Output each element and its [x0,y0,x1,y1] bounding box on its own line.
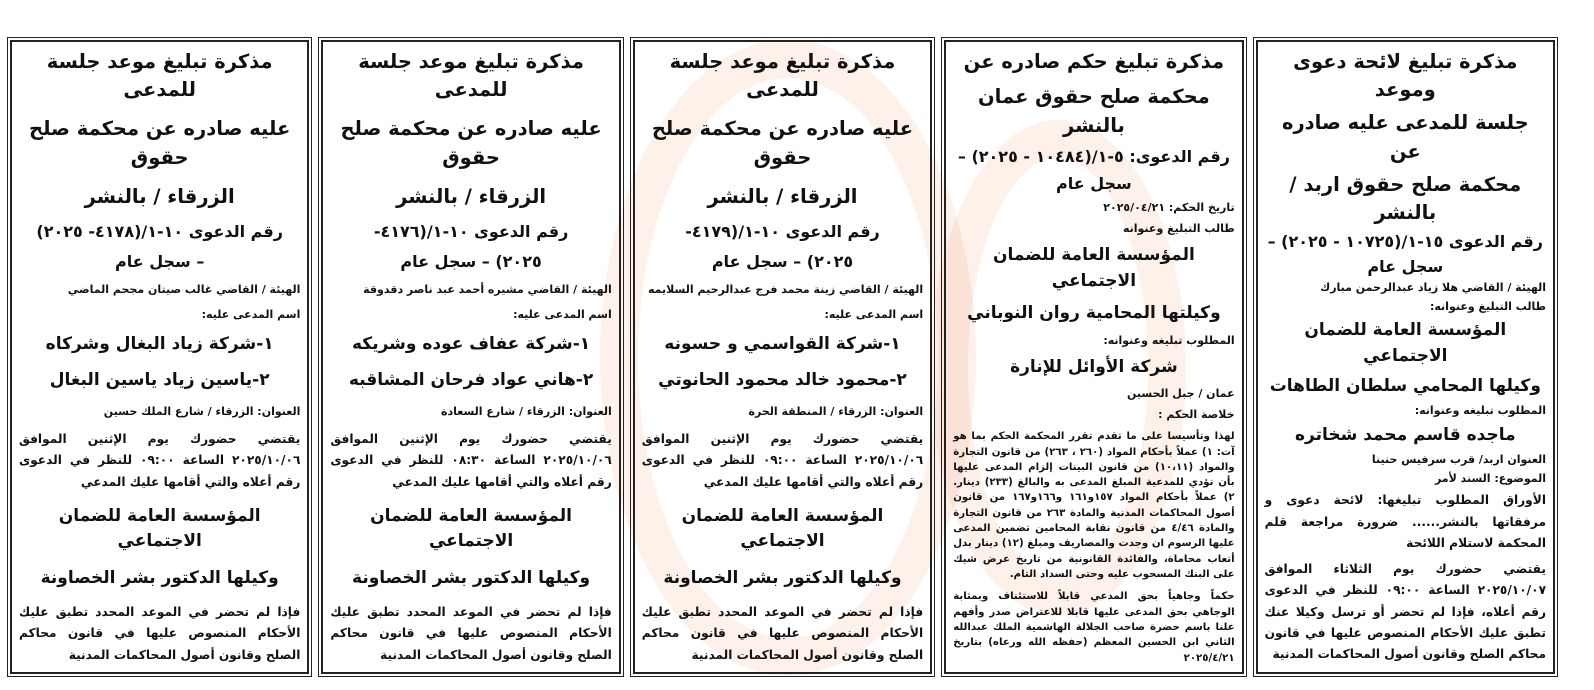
legal-notice [633,40,932,674]
party-name-line: ١-شركة عفاف عوده وشريكه [352,334,591,355]
notice-title-line: محكمة صلح حقوق عمان بالنشر [978,85,1210,137]
case-number-line: – سجل عام [114,252,205,272]
case-number-line: رقم الدعوى ١٠-١/(٤١٧٨- ٢٠٢٥) [36,221,283,241]
notice-detail-line: الهيئة / القاضي هلا زياد عبدالرحمن مبارك [1320,281,1546,295]
notice-body-text: فإذا لم تحضر في الموعد المحدد تطبق عليك الأحكام المنصوص عليها في قانون محاكم الصلح وقانون أصول المحاكمات المدنية [18,604,301,662]
notice-title-line: مذكرة تبليغ موعد جلسة للمدعى [46,50,273,102]
notice-title-line: مذكرة تبليغ حكم صادره عن [963,50,1225,73]
judgment-summary-text: لهذا وتأسيسا على ما تقدم تقرر المحكمة الحكم بما هو آت: ١) عملاً بأحكام المواد (٢٦٠ ، ٢٦٣) من قانون التجارة والمواد (١٠،١١) من قانون البينات إلزام المدعى عليها بأن تؤدي للمدعية المبلغ المدعى به والبالغ (٢٣٣) دينار. ٢) عملاً بأحكام المواد ١٥٧و١٦١ و١٦٦و١٦٧ من قانون أصول المحاكمات المدنية والمادة ٢٦٣ من قانون التجارة والمادة ٤/٤٦ من قانون نقابة المحامين تضمين المدعى عليها الرسوم ان وجدت والمصاريف ومبلغ (١٢) دينار بدل أتعاب محاماة، والفائدة القانونية من تاريخ عرض شيك على البنك المسحوب عليه وحتى السداد التام. [953,431,1235,580]
notice-detail-line: المطلوب تبليغه وعنوانه: [1414,404,1546,418]
case-number-line: ٢٠٢٥) – سجل عام [400,252,542,272]
notice-title-line: عليه صادره عن محكمة صلح حقوق [29,117,291,169]
legal-notice [10,40,309,674]
notice-title-line: مذكرة تبليغ موعد جلسة للمدعى [358,50,584,102]
case-number-line: رقم الدعوى: ٥-١/(١٠٤٨٤ - ٢٠٢٥) – [957,147,1230,167]
party-name-line: المؤسسة العامة للضمان الاجتماعي [1304,320,1507,366]
notice-title-line: الزرقاء / بالنشر [707,184,858,208]
party-name-line: ١-شركة زياد البغال وشركاه [45,334,274,355]
party-name-line: المؤسسة العامة للضمان الاجتماعي [370,505,572,552]
case-number-line: سجل عام [1056,174,1132,194]
party-name-line: وكيلتها المحامية روان النوباني [967,303,1221,324]
notice-detail-line: طالب التبليغ وعنوانه [1122,222,1235,236]
case-number-line: رقم الدعوى ١٠-١/(٤١٧٦- [373,221,569,241]
legal-notice [1256,40,1555,674]
notice-detail-line: المطلوب تبليغه وعنوانه: [1103,333,1235,347]
notice-detail-line: الموضوع: السند لأمر [1434,471,1546,485]
notice-detail-line: العنوان اربد/ قرب سرفيس حنينا [1371,453,1546,467]
notice-detail-line: الهيئة / القاضي غالب صيتان مجحم الماضي [67,283,301,297]
case-number-line: ٢٠٢٥) – سجل عام [711,252,854,272]
case-number-line: رقم الدعوى ١٥-١/(١٠٧٢٥ - ٢٠٢٥) – [1267,231,1543,251]
notice-title-line: عليه صادره عن محكمة صلح حقوق [651,117,914,169]
notice-detail-line: الهيئة / القاضي زينة محمد فرج عبدالرحيم السلايمه [648,283,924,297]
notice-body-text: يقتضي حضورك يوم الثلاثاء الموافق ٢٠٢٥/١٠/٠٧ الساعة ٠٩:٠٠ للنظر في الدعوى رقم أعلاه، فإذا لم تحضر أو ترسل وكيلا عنك تطبق عليك الأحكام المنصوص عليها في قانون محاكم الصلح وقانون أصول المحاكمات المدنية [1264,562,1547,662]
notice-title-line: الزرقاء / بالنشر [396,184,547,208]
party-name-line: ماجده قاسم محمد شخاتره [1294,425,1516,445]
notice-detail-line: تاريخ الحكم: ٢٠٢٥/٠٤/٢١ [1103,201,1235,215]
notice-body-text: يقتضي حضورك يوم الإثنين الموافق ٢٠٢٥/١٠/٠٦ الساعة ٠٩:٠٠ للنظر في الدعوى رقم أعلاه والتي أقامها عليك المدعي [641,432,924,489]
notice-detail-line: اسم المدعى عليه: [824,307,924,321]
case-number-line: سجل عام [1367,256,1444,276]
notice-detail-line: طالب التبليغ وعنوانه: [1429,299,1546,313]
notice-body-text: فإذا لم تحضر في الموعد المحدد تطبق عليك الأحكام المنصوص عليها في قانون محاكم الصلح وقانون أصول المحاكمات المدنية [641,604,924,662]
notice-body-text: الأوراق المطلوب تبليغها: لائحة دعوى و مرفقاتها بالنشر...... ضرورة مراجعة قلم المحكمة لاستلام اللائحة [1264,493,1546,550]
party-name-line: وكيلها الدكتور بشر الخصاونة [40,567,279,588]
notice-detail-line: العنوان: الزرقاء / المنطقة الحرة [748,404,924,418]
notice-detail-line: اسم المدعى عليه: [513,307,612,321]
notice-detail-line: خلاصة الحكم : [1158,408,1235,422]
party-name-line: المؤسسة العامة للضمان الاجتماعي [992,245,1195,291]
party-name-line: ٢-ياسين زياد ياسين البغال [49,370,270,391]
party-name-line: وكيلها المحامي سلطان الطاهات [1269,376,1541,397]
legal-notices-row [10,40,1555,674]
notice-title-line: الزرقاء / بالنشر [84,184,235,208]
judgment-summary-text: حكماً وجاهياً بحق المدعي قابلاً للاستئناف وبمثابة الوجاهي بحق المدعى عليها قابلا للاعتراض صدر وأفهم علنا باسم حضرة صاحب الجلالة الهاشمية الملك عبدالله الثاني ابن الحسين المعظم (حفظه الله ورعاه) بتاريخ ٢٠٢٥/٤/٢١ [953,591,1235,664]
notice-title-line: مذكرة تبليغ لائحة دعوى وموعد [1293,50,1518,102]
notice-body-text: يقتضي حضورك يوم الإثنين الموافق ٢٠٢٥/١٠/٠٦ الساعة ٠٩:٠٠ للنظر في الدعوى رقم أعلاه والتي أقامها عليك المدعي [18,432,301,489]
party-name-line: المؤسسة العامة للضمان الاجتماعي [681,505,884,552]
notice-detail-line: العنوان: الزرقاء / شارع الملك حسين [103,404,301,418]
party-name-line: وكيلها الدكتور بشر الخصاونة [352,567,591,588]
party-name-line: شركة الأوائل للإنارة [1010,356,1178,377]
case-number-line: رقم الدعوى ١٠-١/(٤١٧٩- [685,221,880,241]
party-name-line: ٢-هاني عواد فرحان المشاقبه [348,370,594,391]
notice-body-text: فإذا لم تحضر في الموعد المحدد تطبق عليك الأحكام المنصوص عليها في قانون محاكم الصلح وقانون أصول المحاكمات المدنية [330,604,612,662]
legal-notice [944,40,1243,674]
notice-detail-line: عمان / جبل الحسين [1127,387,1235,401]
notice-title-line: جلسة للمدعى عليه صادره عن [1281,111,1529,163]
party-name-line: ٢-محمود خالد محمود الحانوتي [658,370,907,391]
notice-title-line: مذكرة تبليغ موعد جلسة للمدعى [669,50,896,102]
notice-detail-line: الهيئة / القاضي مشيره أحمد عبد ناصر دقدوقة [363,283,612,297]
notice-title-line: عليه صادره عن محكمة صلح حقوق [340,117,602,169]
notice-detail-line: العنوان: الزرقاء / شارع السعادة [440,404,612,418]
legal-notice [321,40,620,674]
notice-body-text: يقتضي حضورك يوم الإثنين الموافق ٢٠٢٥/١٠/٠٦ الساعة ٠٨:٣٠ للنظر في الدعوى رقم أعلاه والتي أقامها عليك المدعي [330,432,612,489]
notice-title-line: محكمة صلح حقوق اربد / بالنشر [1289,172,1522,224]
party-name-line: ١-شركة القواسمي و حسونه [664,334,901,355]
party-name-line: المؤسسة العامة للضمان الاجتماعي [58,505,261,552]
notice-detail-line: اسم المدعى عليه: [201,307,301,321]
party-name-line: وكيلها الدكتور بشر الخصاونة [663,567,902,588]
